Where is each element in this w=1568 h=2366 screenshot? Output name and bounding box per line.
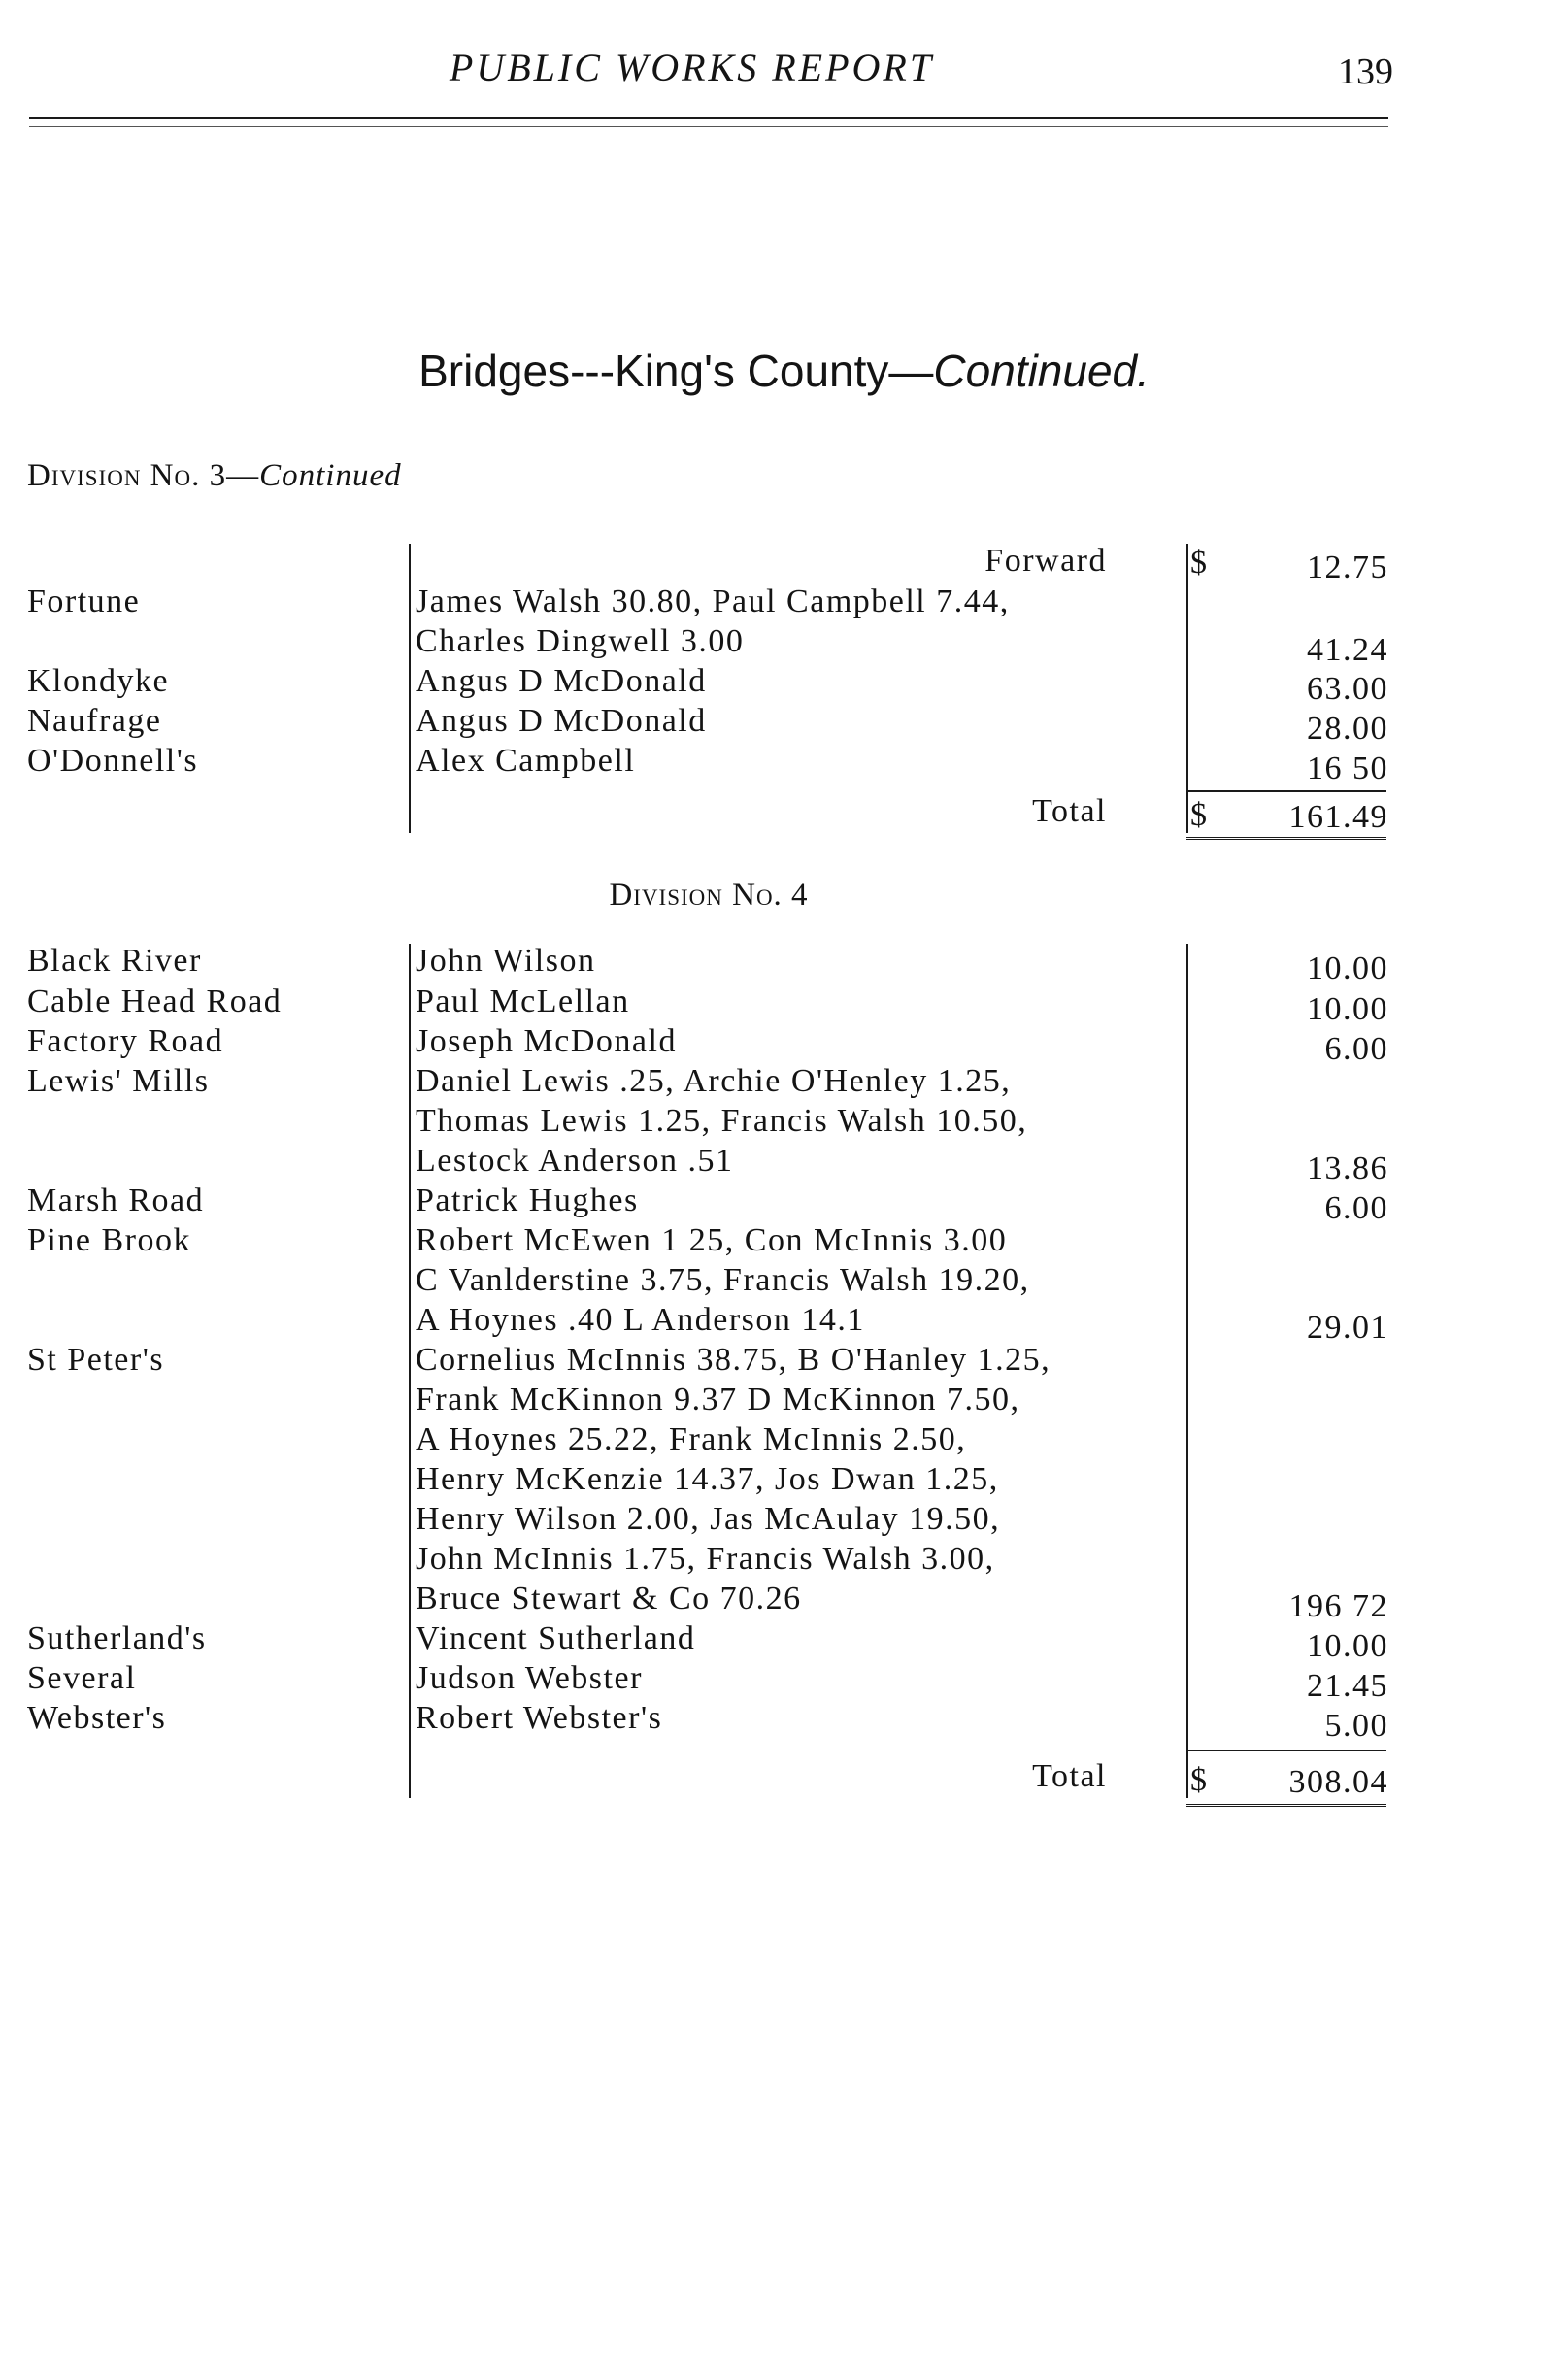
payee-line: A Hoynes 25.22, Frank McInnis 2.50,	[416, 1421, 967, 1457]
payee-line: Paul McLellan	[416, 983, 630, 1019]
payee-line: Alex Campbell	[416, 743, 636, 779]
payee-line: Cornelius McInnis 38.75, B O'Hanley 1.25,	[416, 1342, 1051, 1378]
page-number: 139	[1338, 51, 1393, 92]
payee-column-rule	[409, 544, 411, 833]
payee-line: Robert McEwen 1 25, Con McInnis 3.00	[416, 1222, 1008, 1258]
total-rule	[1186, 837, 1386, 840]
total-dollar-sign: $	[1190, 797, 1209, 833]
header-rule	[29, 117, 1388, 119]
payee-line: Robert Webster's	[416, 1700, 663, 1736]
place-name: Fortune	[27, 583, 141, 619]
place-name: Factory Road	[27, 1023, 224, 1059]
running-title: PUBLIC WORKS REPORT	[449, 46, 935, 89]
section-heading-main: Bridges---King's County—	[418, 346, 934, 396]
amount: 10.00	[1307, 1628, 1388, 1664]
place-name: Lewis' Mills	[27, 1063, 210, 1099]
payee-line: Bruce Stewart & Co 70.26	[416, 1581, 802, 1616]
total-amount: 308.04	[1288, 1764, 1388, 1800]
payee-line: John McInnis 1.75, Francis Walsh 3.00,	[416, 1541, 995, 1577]
payee-line: Angus D McDonald	[416, 663, 707, 699]
place-name: Cable Head Road	[27, 983, 283, 1019]
payee-line: Vincent Sutherland	[416, 1620, 696, 1656]
place-name: St Peter's	[27, 1342, 165, 1378]
subtotal-rule	[1186, 790, 1386, 792]
place-name: Marsh Road	[27, 1183, 205, 1218]
payee-line: Judson Webster	[416, 1660, 643, 1696]
place-name: Sutherland's	[27, 1620, 207, 1656]
amount-column-rule	[1186, 944, 1188, 1798]
place-name: Naufrage	[27, 703, 162, 739]
payee-line: James Walsh 30.80, Paul Campbell 7.44,	[416, 583, 1010, 619]
division-3-title: Division No. 3—	[27, 458, 260, 493]
total-label: Total	[1032, 793, 1107, 829]
payee-line: Charles Dingwell 3.00	[416, 623, 745, 659]
amount: 10.00	[1307, 950, 1388, 986]
amount: 196 72	[1288, 1588, 1388, 1624]
amount: 41.24	[1307, 632, 1388, 668]
payee-line: Henry McKenzie 14.37, Jos Dwan 1.25,	[416, 1461, 999, 1497]
forward-amount: 12.75	[1307, 550, 1388, 585]
payee-line: Frank McKinnon 9.37 D McKinnon 7.50,	[416, 1382, 1020, 1417]
division-3-continued: Continued	[259, 458, 402, 493]
place-name: Several	[27, 1660, 137, 1696]
amount: 63.00	[1307, 671, 1388, 707]
amount: 6.00	[1324, 1190, 1388, 1226]
payee-line: Joseph McDonald	[416, 1023, 677, 1059]
place-name: Klondyke	[27, 663, 170, 699]
payee-line: Lestock Anderson .51	[416, 1143, 734, 1179]
section-heading	[0, 345, 1568, 397]
amount: 13.86	[1307, 1150, 1388, 1186]
forward-label: Forward	[984, 543, 1107, 579]
header-rule-thin	[29, 126, 1388, 127]
payee-line: A Hoynes .40 L Anderson 14.1	[416, 1302, 865, 1338]
place-name: Webster's	[27, 1700, 167, 1736]
amount: 29.01	[1307, 1310, 1388, 1346]
payee-line: John Wilson	[416, 943, 596, 979]
subtotal-rule	[1186, 1750, 1386, 1751]
amount: 5.00	[1324, 1708, 1388, 1744]
place-name: O'Donnell's	[27, 743, 199, 779]
total-rule	[1186, 1804, 1386, 1807]
total-label: Total	[1032, 1758, 1107, 1794]
total-dollar-sign: $	[1190, 1762, 1209, 1798]
amount: 10.00	[1307, 991, 1388, 1027]
payee-line: Daniel Lewis .25, Archie O'Henley 1.25,	[416, 1063, 1012, 1099]
section-heading-continued: Continued.	[933, 346, 1150, 396]
place-name: Pine Brook	[27, 1222, 191, 1258]
total-amount: 161.49	[1288, 799, 1388, 835]
division-3-label	[27, 458, 402, 494]
amount: 21.45	[1307, 1668, 1388, 1704]
payee-line: Patrick Hughes	[416, 1183, 639, 1218]
payee-line: Thomas Lewis 1.25, Francis Walsh 10.50,	[416, 1103, 1028, 1139]
amount: 28.00	[1307, 711, 1388, 747]
division-4-label	[0, 878, 1418, 914]
division-4-title: Division No. 4	[609, 878, 809, 913]
payee-line: C Vanlderstine 3.75, Francis Walsh 19.20,	[416, 1262, 1030, 1298]
payee-column-rule	[409, 944, 411, 1798]
payee-line: Angus D McDonald	[416, 703, 707, 739]
amount: 16 50	[1307, 750, 1388, 786]
amount: 6.00	[1324, 1031, 1388, 1067]
payee-line: Henry Wilson 2.00, Jas McAulay 19.50,	[416, 1501, 1001, 1537]
forward-dollar-sign: $	[1190, 545, 1209, 581]
place-name: Black River	[27, 943, 202, 979]
